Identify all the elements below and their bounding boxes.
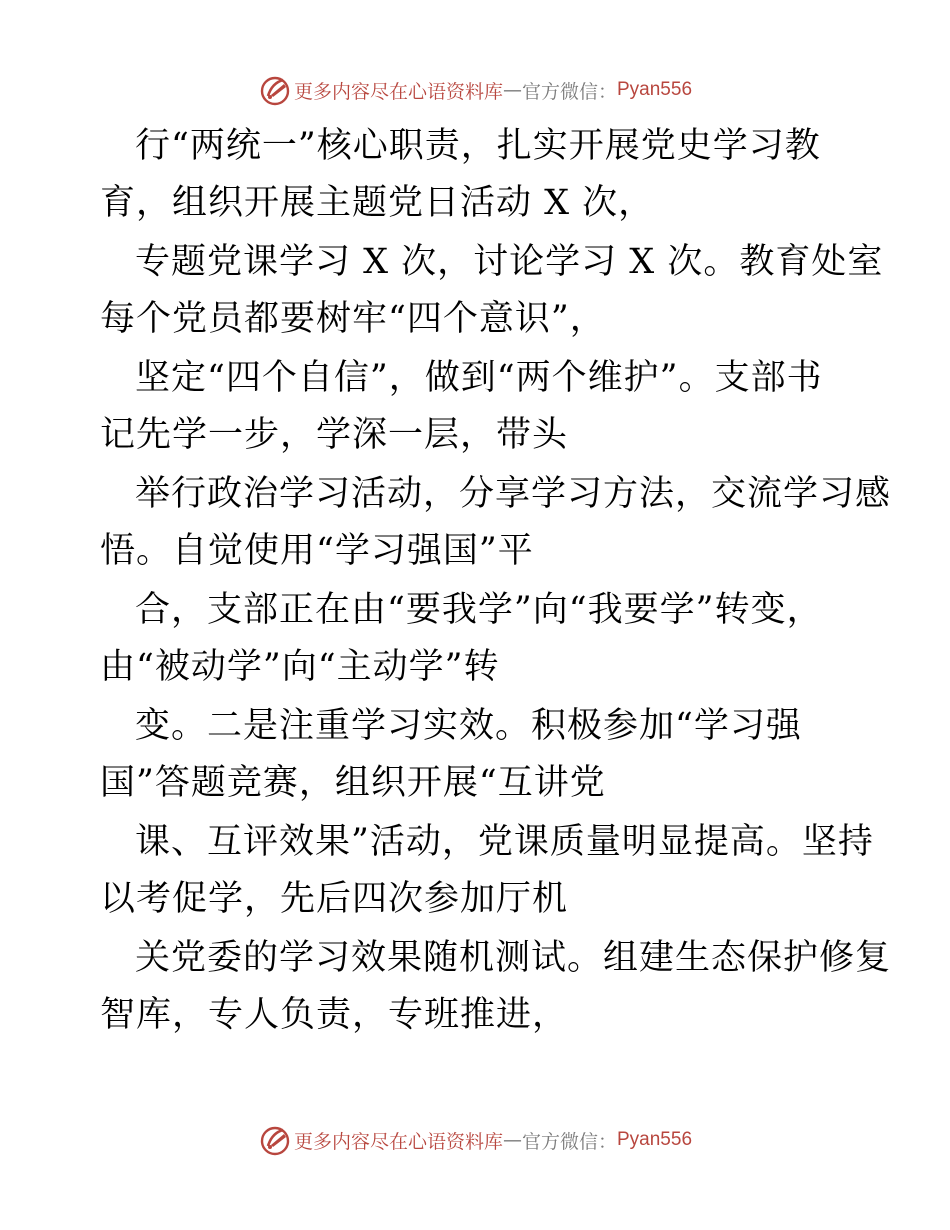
- watermark-dash: —: [502, 79, 522, 101]
- watermark-text: 更多内容尽在心语资料库: [293, 80, 503, 103]
- paragraph-line: 举行政治学习活动，分享学习方法，交流学习感: [135, 474, 892, 514]
- paragraph-line: 悟。自觉使用“学习强国”平: [100, 531, 534, 571]
- watermark-contact-id: Pyan556: [617, 1129, 693, 1150]
- paragraph-line: 变。二是注重学习实效。积极参加“学习强: [135, 706, 802, 746]
- paragraph-line: 以考促学，先后四次参加厅机: [100, 879, 569, 919]
- header-watermark: [0, 70, 950, 110]
- paragraph-line: 记先学一步，学深一层，带头: [100, 415, 569, 455]
- watermark-text: 更多内容尽在心语资料库: [293, 1130, 503, 1153]
- brand-logo-icon: [258, 1123, 292, 1157]
- paragraph-line: 课、互评效果”活动，党课质量明显提高。坚持: [135, 822, 874, 862]
- paragraph-line: 专题党课学习 X 次，讨论学习 X 次。教育处室: [135, 242, 884, 282]
- paragraph-line: 由“被动学”向“主动学”转: [100, 647, 500, 687]
- paragraph-line: 行“两统一”核心职责，扎实开展党史学习教: [135, 126, 821, 166]
- watermark-contact-label: 官方微信：: [521, 80, 617, 103]
- paragraph-line: 关党委的学习效果随机测试。组建生态保护修复: [135, 938, 892, 978]
- watermark-dash: —: [502, 1129, 522, 1151]
- watermark-contact-label: 官方微信：: [521, 1130, 617, 1153]
- paragraph-line: 每个党员都要树牢“四个意识”，: [100, 299, 606, 339]
- paragraph-line: 合，支部正在由“要我学”向“我要学”转变，: [135, 590, 823, 630]
- paragraph-line: 育，组织开展主题党日活动 X 次，: [100, 183, 655, 223]
- brand-logo-icon: [258, 73, 292, 107]
- paragraph-line: 智库，专人负责，专班推进，: [100, 995, 569, 1035]
- watermark-contact-id: Pyan556: [617, 79, 693, 100]
- footer-watermark: [0, 1120, 950, 1160]
- paragraph-line: 国”答题竞赛，组织开展“互讲党: [100, 763, 606, 803]
- paragraph-line: 坚定“四个自信”，做到“两个维护”。支部书: [135, 358, 823, 398]
